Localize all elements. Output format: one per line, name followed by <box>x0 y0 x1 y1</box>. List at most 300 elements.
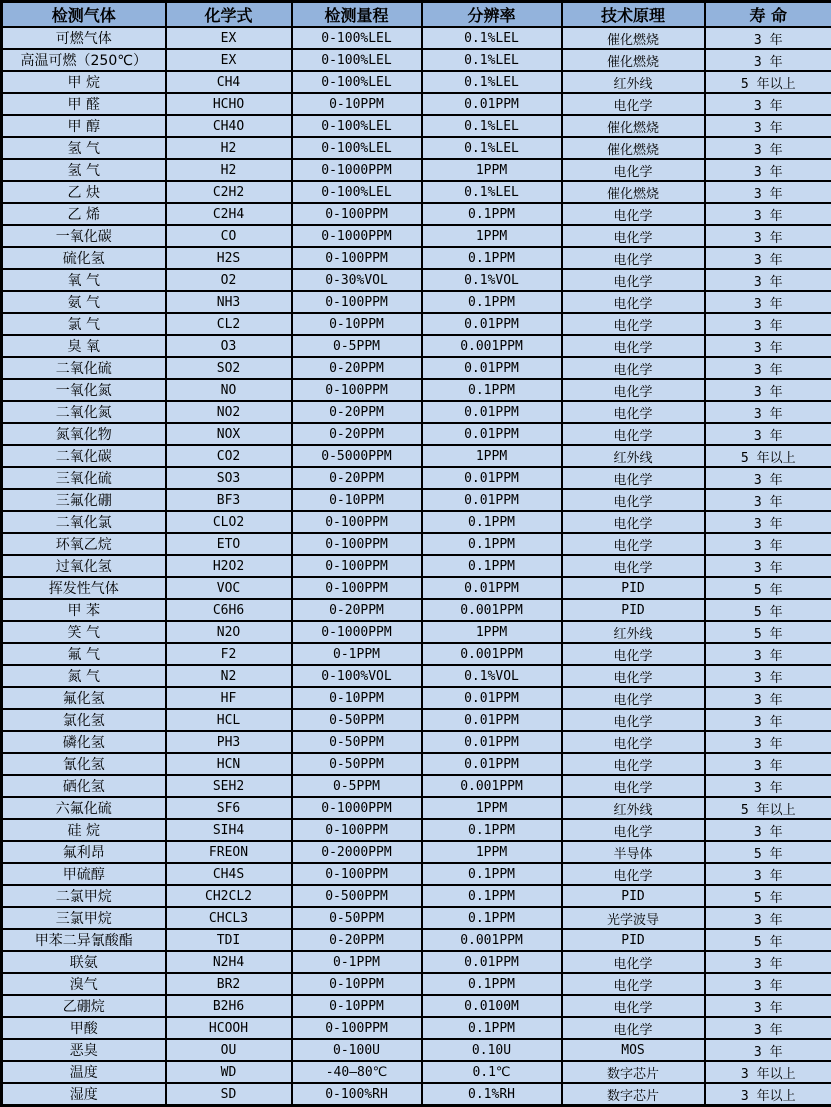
lifespan-cell: 3 年 <box>705 775 831 797</box>
formula-cell: WD <box>166 1061 292 1083</box>
gas-cell: 温度 <box>2 1061 166 1083</box>
principle-cell: 电化学 <box>562 973 705 995</box>
lifespan-cell: 3 年 <box>705 907 831 929</box>
gas-cell: 乙 烯 <box>2 203 166 225</box>
table-row <box>2 1083 831 1106</box>
gas-cell: 氟化氢 <box>2 687 166 709</box>
lifespan-cell: 3 年 <box>705 93 831 115</box>
resolution-cell: 0.001PPM <box>422 335 562 357</box>
resolution-cell: 0.1PPM <box>422 555 562 577</box>
lifespan-cell: 3 年 <box>705 863 831 885</box>
table-row <box>2 467 831 489</box>
principle-cell: 电化学 <box>562 93 705 115</box>
resolution-cell: 0.1PPM <box>422 291 562 313</box>
resolution-cell: 0.001PPM <box>422 775 562 797</box>
lifespan-cell: 5 年以上 <box>705 71 831 93</box>
column-header-resolution: 分辨率 <box>422 2 562 28</box>
resolution-cell: 0.001PPM <box>422 599 562 621</box>
lifespan-cell: 3 年 <box>705 203 831 225</box>
lifespan-cell: 3 年 <box>705 511 831 533</box>
range-cell: 0-20PPM <box>292 423 422 445</box>
lifespan-cell: 5 年 <box>705 929 831 951</box>
resolution-cell: 0.1PPM <box>422 885 562 907</box>
formula-cell: HCOOH <box>166 1017 292 1039</box>
lifespan-cell: 3 年 <box>705 49 831 71</box>
range-cell: 0-500PPM <box>292 885 422 907</box>
resolution-cell: 0.1%LEL <box>422 49 562 71</box>
gas-cell: 氯 气 <box>2 313 166 335</box>
principle-cell: 电化学 <box>562 863 705 885</box>
lifespan-cell: 3 年 <box>705 115 831 137</box>
formula-cell: HF <box>166 687 292 709</box>
table-row <box>2 445 831 467</box>
resolution-cell: 0.1PPM <box>422 819 562 841</box>
resolution-cell: 0.1%LEL <box>422 27 562 49</box>
table-row <box>2 511 831 533</box>
table-row <box>2 753 831 775</box>
principle-cell: 电化学 <box>562 159 705 181</box>
formula-cell: EX <box>166 49 292 71</box>
table-row <box>2 269 831 291</box>
gas-cell: 乙硼烷 <box>2 995 166 1017</box>
range-cell: 0-5PPM <box>292 775 422 797</box>
gas-cell: 一氧化碳 <box>2 225 166 247</box>
lifespan-cell: 3 年 <box>705 357 831 379</box>
lifespan-cell: 5 年 <box>705 885 831 907</box>
gas-cell: 臭 氧 <box>2 335 166 357</box>
table-row <box>2 841 831 863</box>
principle-cell: 电化学 <box>562 225 705 247</box>
resolution-cell: 0.01PPM <box>422 687 562 709</box>
range-cell: -40—80℃ <box>292 1061 422 1083</box>
table-row <box>2 357 831 379</box>
principle-cell: 电化学 <box>562 489 705 511</box>
resolution-cell: 0.01PPM <box>422 489 562 511</box>
gas-cell: 二氧化碳 <box>2 445 166 467</box>
resolution-cell: 0.1℃ <box>422 1061 562 1083</box>
gas-cell: 氧 气 <box>2 269 166 291</box>
lifespan-cell: 3 年 <box>705 27 831 49</box>
formula-cell: B2H6 <box>166 995 292 1017</box>
resolution-cell: 0.01PPM <box>422 357 562 379</box>
formula-cell: SO3 <box>166 467 292 489</box>
table-row <box>2 775 831 797</box>
table-row <box>2 1017 831 1039</box>
gas-cell: 三氧化硫 <box>2 467 166 489</box>
gas-cell: 二氧化氮 <box>2 401 166 423</box>
principle-cell: 电化学 <box>562 203 705 225</box>
range-cell: 0-20PPM <box>292 599 422 621</box>
principle-cell: 电化学 <box>562 775 705 797</box>
formula-cell: NH3 <box>166 291 292 313</box>
resolution-cell: 0.001PPM <box>422 643 562 665</box>
gas-cell: 二氧化氯 <box>2 511 166 533</box>
gas-cell: 二氯甲烷 <box>2 885 166 907</box>
gas-cell: 笑 气 <box>2 621 166 643</box>
table-row <box>2 599 831 621</box>
principle-cell: 电化学 <box>562 555 705 577</box>
table-row <box>2 973 831 995</box>
principle-cell: 数字芯片 <box>562 1061 705 1083</box>
gas-cell: 环氧乙烷 <box>2 533 166 555</box>
lifespan-cell: 3 年 <box>705 1039 831 1061</box>
range-cell: 0-100PPM <box>292 247 422 269</box>
lifespan-cell: 3 年 <box>705 335 831 357</box>
formula-cell: SF6 <box>166 797 292 819</box>
lifespan-cell: 3 年 <box>705 731 831 753</box>
table-row <box>2 577 831 599</box>
range-cell: 0-20PPM <box>292 401 422 423</box>
formula-cell: SD <box>166 1083 292 1106</box>
range-cell: 0-100PPM <box>292 819 422 841</box>
principle-cell: 电化学 <box>562 533 705 555</box>
resolution-cell: 0.01PPM <box>422 753 562 775</box>
range-cell: 0-1000PPM <box>292 225 422 247</box>
gas-cell: 甲酸 <box>2 1017 166 1039</box>
column-header-formula: 化学式 <box>166 2 292 28</box>
table-row <box>2 621 831 643</box>
table-row <box>2 885 831 907</box>
principle-cell: 光学波导 <box>562 907 705 929</box>
lifespan-cell: 3 年 <box>705 181 831 203</box>
gas-cell: 溴气 <box>2 973 166 995</box>
lifespan-cell: 3 年 <box>705 137 831 159</box>
resolution-cell: 0.01PPM <box>422 423 562 445</box>
gas-cell: 恶臭 <box>2 1039 166 1061</box>
lifespan-cell: 3 年 <box>705 379 831 401</box>
column-header-lifespan: 寿 命 <box>705 2 831 28</box>
formula-cell: HCHO <box>166 93 292 115</box>
lifespan-cell: 5 年 <box>705 577 831 599</box>
formula-cell: C6H6 <box>166 599 292 621</box>
resolution-cell: 0.1%LEL <box>422 137 562 159</box>
principle-cell: 电化学 <box>562 379 705 401</box>
resolution-cell: 0.01PPM <box>422 951 562 973</box>
lifespan-cell: 3 年 <box>705 687 831 709</box>
lifespan-cell: 3 年 <box>705 269 831 291</box>
formula-cell: PH3 <box>166 731 292 753</box>
resolution-cell: 0.1PPM <box>422 379 562 401</box>
resolution-cell: 0.01PPM <box>422 313 562 335</box>
range-cell: 0-30%VOL <box>292 269 422 291</box>
principle-cell: 红外线 <box>562 71 705 93</box>
table-row <box>2 71 831 93</box>
range-cell: 0-100%LEL <box>292 181 422 203</box>
range-cell: 0-100U <box>292 1039 422 1061</box>
principle-cell: 电化学 <box>562 687 705 709</box>
principle-cell: 电化学 <box>562 247 705 269</box>
formula-cell: NOX <box>166 423 292 445</box>
table-row <box>2 995 831 1017</box>
gas-cell: 氢 气 <box>2 159 166 181</box>
gas-cell: 乙 炔 <box>2 181 166 203</box>
formula-cell: CL2 <box>166 313 292 335</box>
range-cell: 0-100%RH <box>292 1083 422 1106</box>
principle-cell: 电化学 <box>562 665 705 687</box>
lifespan-cell: 3 年 <box>705 643 831 665</box>
resolution-cell: 0.01PPM <box>422 731 562 753</box>
gas-cell: 挥发性气体 <box>2 577 166 599</box>
range-cell: 0-10PPM <box>292 489 422 511</box>
formula-cell: CO <box>166 225 292 247</box>
table-row <box>2 49 831 71</box>
range-cell: 0-50PPM <box>292 709 422 731</box>
range-cell: 0-100%LEL <box>292 27 422 49</box>
principle-cell: MOS <box>562 1039 705 1061</box>
resolution-cell: 0.1PPM <box>422 973 562 995</box>
formula-cell: SIH4 <box>166 819 292 841</box>
column-header-principle: 技术原理 <box>562 2 705 28</box>
formula-cell: FREON <box>166 841 292 863</box>
gas-cell: 可燃气体 <box>2 27 166 49</box>
range-cell: 0-100%LEL <box>292 115 422 137</box>
formula-cell: TDI <box>166 929 292 951</box>
formula-cell: OU <box>166 1039 292 1061</box>
range-cell: 0-100%LEL <box>292 71 422 93</box>
principle-cell: 催化燃烧 <box>562 137 705 159</box>
formula-cell: N2 <box>166 665 292 687</box>
table-row <box>2 423 831 445</box>
resolution-cell: 0.1PPM <box>422 533 562 555</box>
table-row <box>2 379 831 401</box>
table-row <box>2 929 831 951</box>
formula-cell: VOC <box>166 577 292 599</box>
column-header-gas: 检测气体 <box>2 2 166 28</box>
table-row <box>2 137 831 159</box>
principle-cell: 电化学 <box>562 269 705 291</box>
formula-cell: H2 <box>166 137 292 159</box>
gas-cell: 高温可燃（250℃） <box>2 49 166 71</box>
formula-cell: O3 <box>166 335 292 357</box>
table-row <box>2 489 831 511</box>
table-row <box>2 731 831 753</box>
range-cell: 0-50PPM <box>292 907 422 929</box>
range-cell: 0-100PPM <box>292 203 422 225</box>
gas-cell: 湿度 <box>2 1083 166 1106</box>
lifespan-cell: 3 年 <box>705 533 831 555</box>
range-cell: 0-20PPM <box>292 929 422 951</box>
principle-cell: 电化学 <box>562 467 705 489</box>
principle-cell: 电化学 <box>562 951 705 973</box>
principle-cell: 电化学 <box>562 511 705 533</box>
lifespan-cell: 3 年 <box>705 247 831 269</box>
table-row <box>2 951 831 973</box>
formula-cell: C2H4 <box>166 203 292 225</box>
resolution-cell: 0.1%LEL <box>422 115 562 137</box>
range-cell: 0-100PPM <box>292 555 422 577</box>
resolution-cell: 0.10U <box>422 1039 562 1061</box>
formula-cell: SO2 <box>166 357 292 379</box>
gas-cell: 磷化氢 <box>2 731 166 753</box>
table-row <box>2 313 831 335</box>
formula-cell: CH2CL2 <box>166 885 292 907</box>
range-cell: 0-100%VOL <box>292 665 422 687</box>
principle-cell: 催化燃烧 <box>562 49 705 71</box>
table-row <box>2 93 831 115</box>
resolution-cell: 0.1PPM <box>422 863 562 885</box>
table-row <box>2 401 831 423</box>
range-cell: 0-1000PPM <box>292 621 422 643</box>
principle-cell: 电化学 <box>562 335 705 357</box>
range-cell: 0-100%LEL <box>292 137 422 159</box>
resolution-cell: 0.1PPM <box>422 907 562 929</box>
gas-cell: 氟 气 <box>2 643 166 665</box>
table-row <box>2 1039 831 1061</box>
lifespan-cell: 3 年 <box>705 423 831 445</box>
lifespan-cell: 3 年以上 <box>705 1083 831 1106</box>
formula-cell: ETO <box>166 533 292 555</box>
principle-cell: 催化燃烧 <box>562 27 705 49</box>
lifespan-cell: 3 年 <box>705 951 831 973</box>
resolution-cell: 0.1PPM <box>422 1017 562 1039</box>
range-cell: 0-100PPM <box>292 1017 422 1039</box>
principle-cell: 红外线 <box>562 621 705 643</box>
range-cell: 0-50PPM <box>292 731 422 753</box>
resolution-cell: 0.0100M <box>422 995 562 1017</box>
resolution-cell: 0.1%VOL <box>422 665 562 687</box>
formula-cell: C2H2 <box>166 181 292 203</box>
table-row <box>2 203 831 225</box>
principle-cell: 电化学 <box>562 753 705 775</box>
resolution-cell: 0.1PPM <box>422 511 562 533</box>
range-cell: 0-5PPM <box>292 335 422 357</box>
principle-cell: 红外线 <box>562 797 705 819</box>
lifespan-cell: 3 年 <box>705 819 831 841</box>
resolution-cell: 0.1%VOL <box>422 269 562 291</box>
lifespan-cell: 3 年 <box>705 753 831 775</box>
formula-cell: NO <box>166 379 292 401</box>
lifespan-cell: 3 年 <box>705 709 831 731</box>
gas-cell: 甲 醛 <box>2 93 166 115</box>
lifespan-cell: 3 年 <box>705 995 831 1017</box>
table-row <box>2 533 831 555</box>
lifespan-cell: 3 年 <box>705 313 831 335</box>
table-row <box>2 687 831 709</box>
principle-cell: PID <box>562 577 705 599</box>
gas-cell: 硒化氢 <box>2 775 166 797</box>
table-row <box>2 819 831 841</box>
formula-cell: SEH2 <box>166 775 292 797</box>
gas-cell: 氰化氢 <box>2 753 166 775</box>
formula-cell: CH4O <box>166 115 292 137</box>
table-row <box>2 907 831 929</box>
resolution-cell: 1PPM <box>422 841 562 863</box>
table-row <box>2 709 831 731</box>
table-row <box>2 291 831 313</box>
gas-cell: 甲 苯 <box>2 599 166 621</box>
formula-cell: EX <box>166 27 292 49</box>
column-header-range: 检测量程 <box>292 2 422 28</box>
range-cell: 0-100PPM <box>292 577 422 599</box>
resolution-cell: 0.1PPM <box>422 247 562 269</box>
lifespan-cell: 3 年 <box>705 291 831 313</box>
gas-cell: 甲硫醇 <box>2 863 166 885</box>
gas-cell: 甲苯二异氰酸酯 <box>2 929 166 951</box>
gas-cell: 氯化氢 <box>2 709 166 731</box>
table-row <box>2 555 831 577</box>
resolution-cell: 0.001PPM <box>422 929 562 951</box>
table-row <box>2 115 831 137</box>
principle-cell: PID <box>562 885 705 907</box>
resolution-cell: 0.1PPM <box>422 203 562 225</box>
table-row <box>2 181 831 203</box>
range-cell: 0-10PPM <box>292 995 422 1017</box>
table-row <box>2 1061 831 1083</box>
gas-cell: 硅 烷 <box>2 819 166 841</box>
gas-cell: 氮氧化物 <box>2 423 166 445</box>
lifespan-cell: 5 年 <box>705 599 831 621</box>
principle-cell: 红外线 <box>562 445 705 467</box>
table-row <box>2 643 831 665</box>
formula-cell: BR2 <box>166 973 292 995</box>
table-row <box>2 27 831 49</box>
gas-cell: 联氨 <box>2 951 166 973</box>
lifespan-cell: 3 年 <box>705 973 831 995</box>
principle-cell: 催化燃烧 <box>562 181 705 203</box>
range-cell: 0-10PPM <box>292 93 422 115</box>
principle-cell: 电化学 <box>562 291 705 313</box>
resolution-cell: 0.1%LEL <box>422 181 562 203</box>
table-row <box>2 247 831 269</box>
principle-cell: 电化学 <box>562 1017 705 1039</box>
gas-cell: 甲 烷 <box>2 71 166 93</box>
resolution-cell: 0.01PPM <box>422 467 562 489</box>
lifespan-cell: 3 年 <box>705 467 831 489</box>
lifespan-cell: 3 年 <box>705 1017 831 1039</box>
resolution-cell: 0.01PPM <box>422 93 562 115</box>
gas-cell: 硫化氢 <box>2 247 166 269</box>
principle-cell: 电化学 <box>562 819 705 841</box>
formula-cell: N2H4 <box>166 951 292 973</box>
formula-cell: F2 <box>166 643 292 665</box>
resolution-cell: 0.01PPM <box>422 401 562 423</box>
formula-cell: CLO2 <box>166 511 292 533</box>
principle-cell: PID <box>562 929 705 951</box>
table-row <box>2 863 831 885</box>
gas-cell: 二氧化硫 <box>2 357 166 379</box>
formula-cell: NO2 <box>166 401 292 423</box>
lifespan-cell: 3 年 <box>705 225 831 247</box>
resolution-cell: 1PPM <box>422 797 562 819</box>
lifespan-cell: 3 年 <box>705 665 831 687</box>
table-row <box>2 225 831 247</box>
lifespan-cell: 5 年以上 <box>705 797 831 819</box>
range-cell: 0-1000PPM <box>292 159 422 181</box>
principle-cell: 电化学 <box>562 643 705 665</box>
resolution-cell: 1PPM <box>422 225 562 247</box>
principle-cell: PID <box>562 599 705 621</box>
principle-cell: 电化学 <box>562 709 705 731</box>
principle-cell: 电化学 <box>562 995 705 1017</box>
range-cell: 0-20PPM <box>292 467 422 489</box>
range-cell: 0-1PPM <box>292 951 422 973</box>
formula-cell: N2O <box>166 621 292 643</box>
range-cell: 0-2000PPM <box>292 841 422 863</box>
lifespan-cell: 3 年 <box>705 489 831 511</box>
range-cell: 0-5000PPM <box>292 445 422 467</box>
resolution-cell: 0.01PPM <box>422 577 562 599</box>
range-cell: 0-1PPM <box>292 643 422 665</box>
resolution-cell: 1PPM <box>422 445 562 467</box>
range-cell: 0-1000PPM <box>292 797 422 819</box>
gas-cell: 氟利昂 <box>2 841 166 863</box>
lifespan-cell: 5 年以上 <box>705 445 831 467</box>
formula-cell: CH4 <box>166 71 292 93</box>
range-cell: 0-100PPM <box>292 511 422 533</box>
formula-cell: HCN <box>166 753 292 775</box>
lifespan-cell: 3 年 <box>705 159 831 181</box>
table-row <box>2 665 831 687</box>
